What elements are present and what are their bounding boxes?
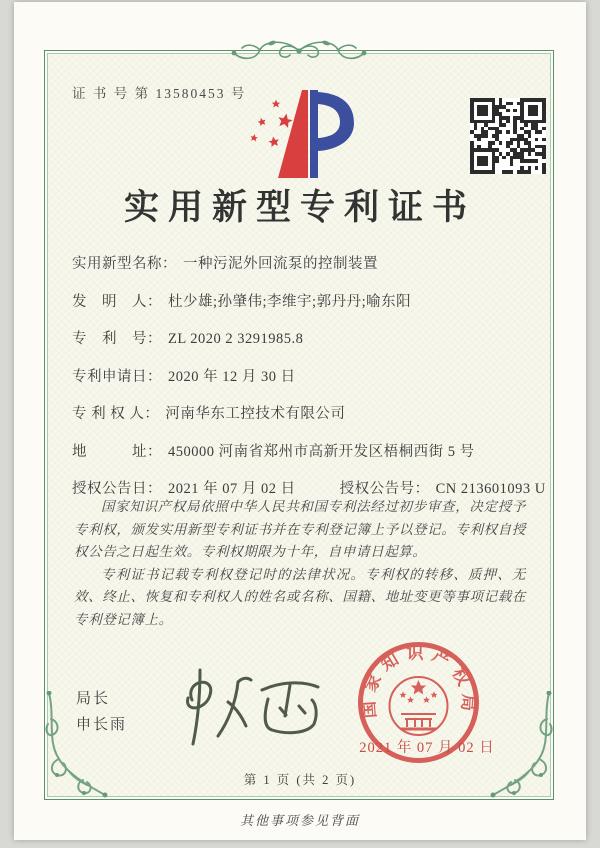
field-value: 2020 年 12 月 30 日 [168, 368, 296, 385]
seal-date: 2021 年 07 月 02 日 [359, 740, 495, 756]
grant-date-label: 授权公告日： [72, 481, 162, 497]
field-inventors [72, 290, 542, 314]
field-label: 专 利 权 人： [72, 406, 160, 422]
back-side-note: 其他事项参见背面 [239, 813, 360, 828]
field-address [72, 440, 542, 464]
officer-block [76, 686, 127, 738]
field-label: 地 址： [72, 443, 162, 460]
legal-paragraph-2: 专利证书记载专利权登记时的法律状况。专利权的转移、质押、无效、终止、恢复和专利权人的姓名或名称、国籍、地址变更等事项记载在专利登记簿上。 [74, 566, 526, 627]
certificate-page [14, 2, 586, 840]
seal-text: 国家知识产权局 [358, 643, 479, 719]
field-filing-date [72, 365, 542, 389]
grant-no-value: CN 213601093 U [435, 481, 546, 497]
field-value: 河南华东工控技术有限公司 [165, 406, 346, 422]
field-value: 杜少雄;孙肇伟;李维宇;郭丹丹;喻东阳 [168, 293, 412, 310]
field-label: 专 利 号： [72, 331, 162, 347]
field-value: 450000 河南省郑州市高新开发区梧桐西街 5 号 [168, 443, 475, 460]
legal-text [74, 496, 526, 631]
field-label: 发 明 人： [72, 293, 162, 310]
officer-name: 申长雨 [76, 717, 128, 733]
cnipa-logo-icon [240, 84, 360, 188]
grant-date-value: 2021 年 07 月 02 日 [168, 481, 296, 497]
field-value: 一种污泥外回流泵的控制装置 [183, 256, 378, 272]
grant-no-label: 授权公告号： [339, 481, 430, 497]
legal-paragraph-1: 国家知识产权局依照中华人民共和国专利法经过初步审查，决定授予专利权，颁发实用新型专利证书并在专利登记簿上予以登记。专利权自授权公告之日起生效。专利权期限为十年，自申请日起算。 [74, 499, 526, 559]
field-label: 专利申请日： [72, 368, 162, 385]
national-emblem-icon [390, 677, 448, 735]
field-label: 实用新型名称： [72, 256, 177, 272]
handwritten-signature [162, 662, 342, 757]
field-list [72, 252, 546, 515]
page-number: 第 1 页 (共 2 页) [243, 773, 357, 787]
qr-code [470, 98, 546, 174]
field-patentee [72, 402, 542, 426]
officer-title: 局长 [76, 691, 111, 707]
top-flourish-ornament [194, 37, 404, 65]
field-value: ZL 2020 2 3291985.8 [168, 331, 304, 347]
certificate-number: 证 书 号 第 13580453 号 [72, 86, 247, 101]
field-invention-name [72, 252, 542, 276]
certificate-title: 实用新型专利证书 [123, 188, 476, 227]
field-patent-number [72, 327, 542, 351]
